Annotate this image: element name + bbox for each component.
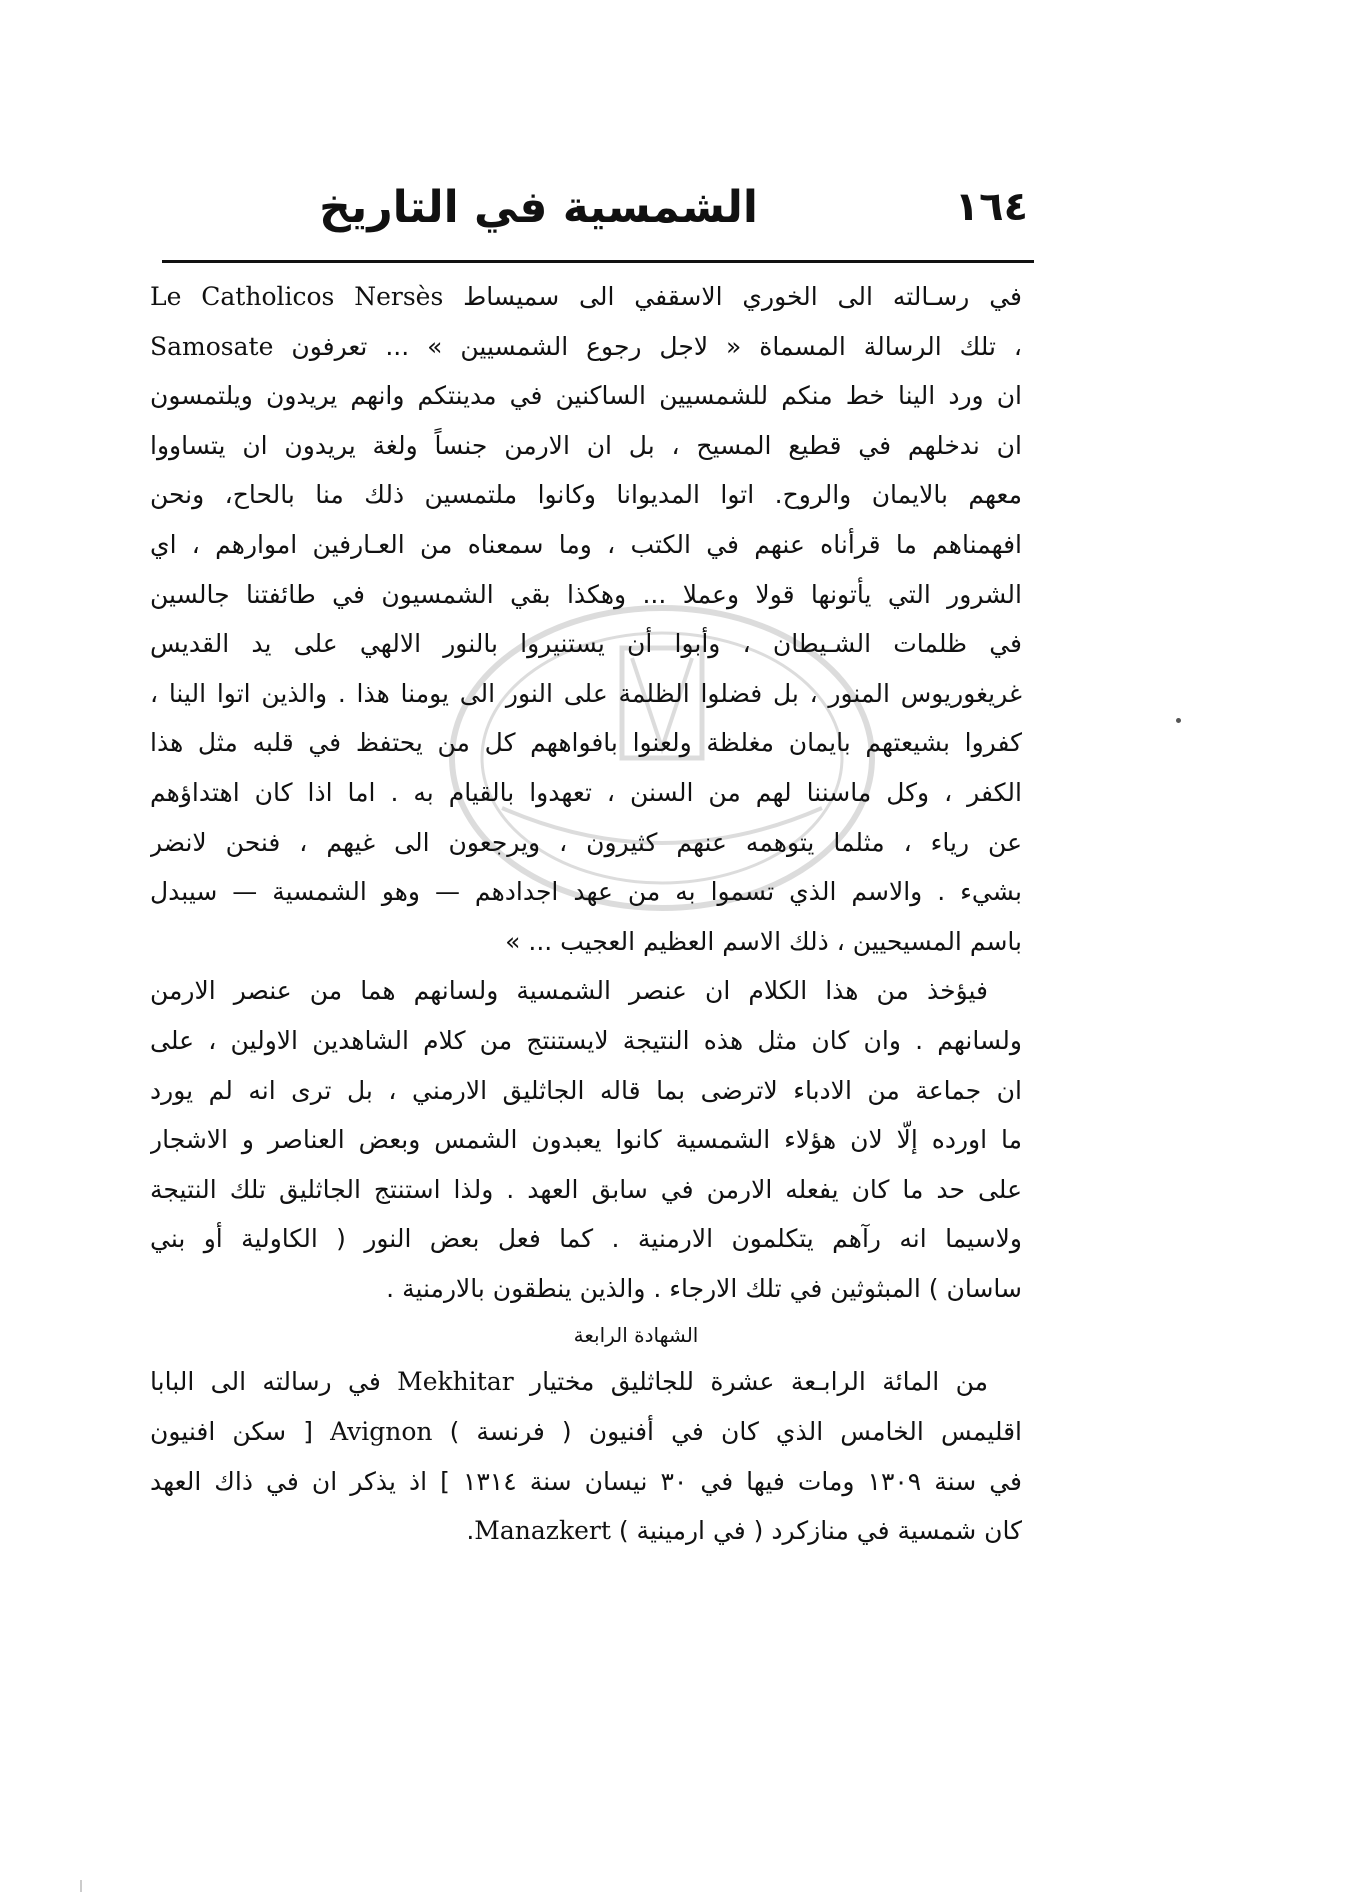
text-line: ما اورده إلّا لان هؤلاء الشمسية كانوا يعبدون الشمس وبعض العناصر و الاشجار — [150, 1125, 1022, 1155]
text-line: ان ورد الينا خط منكم للشمسيين الساكنين في مدينتكم وانهم يريدون ويلتمسون — [150, 381, 1022, 411]
body-text — [150, 272, 1022, 1556]
text-line: في ظلمات الشـيطان ، وأبوا أن يستنيروا بالنور الالهي على يد القديس — [150, 629, 1022, 659]
scan-edge-mark — [80, 1880, 82, 1892]
section-subheading: الشهادة الرابعة — [573, 1323, 699, 1348]
text-line: افهمناهم ما قرأناه عنهم في الكتب ، وما سمعناه من العـارفين اموارهم ، اي — [150, 529, 1022, 559]
text-line: عن رياء ، مثلما يتوهمه عنهم كثيرون ، ويرجعون الى غيهم ، فنحن لانضر — [150, 827, 1022, 857]
text-line: في سنة ١٣٠٩ ومات فيها في ٣٠ نيسان سنة ١٣١٤ ] اذ يذكر ان في ذاك العهد — [150, 1466, 1022, 1496]
running-title: الشمسية في التاريخ — [319, 182, 758, 233]
page-header — [166, 178, 1028, 258]
page-number: ١٦٤ — [954, 184, 1028, 230]
text-line: ان ندخلهم في قطيع المسيح ، بل ان الارمن جنساً ولغة يريدون ان يتساووا — [150, 430, 1022, 460]
text-line: كان شمسية في منازكرد ( في ارمينية ) Manazkert. — [466, 1516, 1022, 1546]
margin-dot — [1176, 718, 1181, 723]
fourth-testimony-paragraph — [150, 1357, 1022, 1555]
text-line: ولاسيما انه رآهم يتكلمون الارمنية . كما فعل بعض النور ( الكاولية أو بني — [150, 1224, 1022, 1254]
header-rule — [162, 260, 1034, 263]
text-line: الكفر ، وكل ماسننا لهم من السنن ، تعهدوا بالقيام به . اما اذا كان اهتداؤهم — [150, 777, 1022, 807]
text-line: فيؤخذ من هذا الكلام ان عنصر الشمسية ولسانهم هما من عنصر الارمن — [150, 976, 988, 1006]
text-line: باسم المسيحيين ، ذلك الاسم العظيم العجيب ... » — [505, 926, 1022, 956]
text-line: ، تلك الرسالة المسماة « لاجل رجوع الشمسيين » ... تعرفون Samosate — [150, 331, 1022, 361]
text-line: ان جماعة من الادباء لاترضى بما قاله الجاثليق الارمني ، بل ترى انه لم يورد — [150, 1075, 1022, 1105]
text-line: معهم بالايمان والروح. اتوا المديوانا وكانوا ملتمسين ذلك منا بالحاح، ونحن — [150, 480, 1022, 510]
text-line: ساسان ) المبثوثين في تلك الارجاء . والذين ينطقون بالارمنية . — [386, 1273, 1022, 1303]
commentary-paragraph — [150, 966, 1022, 1313]
text-line: غريغوريوس المنور ، بل فضلوا الظلمة على النور الى يومنا هذا . والذين اتوا الينا ، — [150, 678, 1022, 708]
text-line: من المائة الرابـعة عشرة للجاثليق مختيار Mekhitar في رسالته الى البابا — [150, 1367, 989, 1397]
text-line: ولسانهم . وان كان مثل هذه النتيجة لايستنتج من كلام الشاهدين الاولين ، على — [150, 1025, 1022, 1055]
text-line: اقليمس الخامس الذي كان في أفنيون ( فرنسة ) Avignon [ سكن افنيون — [150, 1417, 1022, 1447]
text-line: بشيء . والاسم الذي تسموا به من عهد اجدادهم — وهو الشمسية — سيبدل — [150, 877, 1022, 907]
text-line: على حد ما كان يفعله الارمن في سابق العهد . ولذا استنتج الجاثليق تلك النتيجة — [150, 1174, 1022, 1204]
text-line: الشرور التي يأتونها قولا وعملا ... وهكذا بقي الشمسيون في طائفتنا جالسين — [150, 579, 1022, 609]
text-line: كفروا بشيعتهم بايمان مغلظة ولعنوا بافواههم كل من يحتفظ في قلبه مثل هذا — [150, 728, 1022, 758]
text-line: في رسـالته الى الخوري الاسقفي الى سميساط Le Catholicos Nersès — [150, 282, 1022, 311]
quotation-paragraph — [150, 272, 1022, 966]
